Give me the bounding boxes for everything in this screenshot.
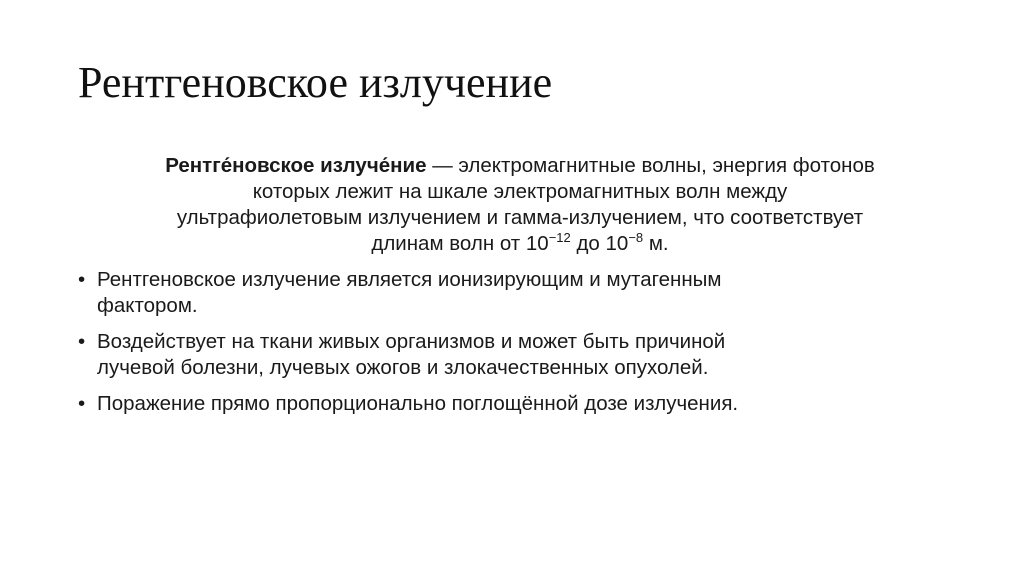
slide-title: Рентгеновское излучение — [78, 58, 553, 107]
bullet-line: фактором. — [97, 294, 198, 317]
exponent-2: −8 — [628, 230, 644, 245]
bullet-list — [78, 267, 958, 427]
wavelength-text-a: длинам волн от 10 — [371, 232, 549, 255]
bullet-item — [78, 267, 958, 319]
wavelength-text-c: м. — [643, 232, 669, 255]
definition-line-1 — [80, 153, 960, 179]
bullet-line: лучевой болезни, лучевых ожогов и злокачественных опухолей. — [97, 356, 709, 379]
definition-line-2: которых лежит на шкале электромагнитных волн между — [252, 180, 788, 203]
definition-paragraph — [80, 153, 960, 257]
bullet-dot-icon: • — [78, 330, 86, 353]
bullet-item — [78, 391, 958, 417]
bullet-dot-icon: • — [78, 392, 86, 415]
definition-line-1-text: — электромагнитные волны, энергия фотонов — [426, 154, 875, 177]
exponent-1: −12 — [548, 230, 571, 245]
wavelength-text-b: до 10 — [570, 232, 629, 255]
definition-term: Рентге́новское излуче́ние — [165, 154, 427, 177]
definition-line-4 — [80, 231, 960, 257]
definition-line-3: ультрафиолетовым излучением и гамма-излучением, что соответствует — [176, 206, 864, 229]
bullet-line: Рентгеновское излучение является ионизирующим и мутагенным — [97, 268, 722, 291]
bullet-line: Поражение прямо пропорционально поглощённой дозе излучения. — [97, 392, 739, 415]
bullet-line: Воздействует на ткани живых организмов и может быть причиной — [97, 330, 726, 353]
bullet-dot-icon: • — [78, 268, 86, 291]
bullet-item — [78, 329, 958, 381]
